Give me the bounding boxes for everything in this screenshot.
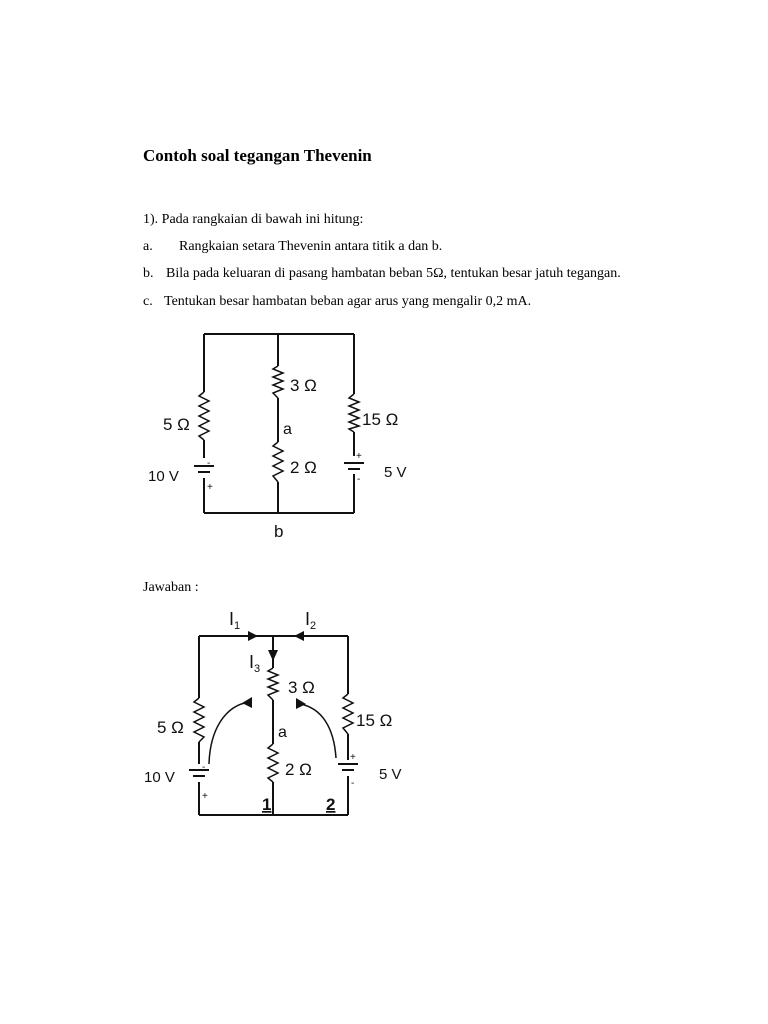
resistor-2ohm (268, 744, 278, 782)
label-r-right: 15 Ω (356, 711, 393, 730)
resistor-3ohm (268, 668, 278, 700)
answer-label: Jawaban : (143, 580, 199, 595)
loop-arrow-1 (209, 702, 250, 764)
page-title: Contoh soal tegangan Thevenin (143, 146, 372, 165)
label-r-mid-bottom: 2 Ω (285, 760, 312, 779)
label-r-right: 15 Ω (362, 410, 399, 429)
node-a-label: a (283, 421, 292, 438)
label-r-left: 5 Ω (157, 718, 184, 737)
label-v-left: 10 V (144, 769, 175, 786)
current-i2-label: $I_2$ (305, 609, 317, 632)
question-item-a-marker: a. (143, 239, 153, 254)
polarity-minus: - (207, 458, 211, 469)
question-item-c-text: Tentukan besar hambatan beban agar arus yang mengalir 0,2 mA. (164, 294, 532, 309)
polarity-plus: + (350, 752, 356, 763)
loop-2-label: 2 (326, 795, 336, 814)
label-v-right: 5 V (379, 766, 402, 783)
label-r-mid-top: 3 Ω (290, 376, 317, 395)
arrow-i2 (294, 631, 304, 641)
loop-arrow-1-head (242, 697, 252, 708)
arrow-i3 (268, 650, 278, 661)
label-r-left: 5 Ω (163, 415, 190, 434)
node-b-label: b (274, 522, 284, 541)
label-v-right: 5 V (384, 464, 407, 481)
resistor-15ohm (343, 694, 353, 734)
polarity-minus: - (351, 778, 355, 789)
polarity-plus: + (202, 791, 208, 802)
polarity-plus: + (207, 482, 213, 493)
label-v-left: 10 V (148, 468, 179, 485)
question-item-c-marker: c. (143, 294, 153, 309)
polarity-minus: - (202, 762, 206, 773)
question-item-a-text: Rangkaian setara Thevenin antara titik a dan b. (179, 239, 443, 254)
polarity-plus: + (356, 451, 362, 462)
loop-arrow-2 (300, 704, 336, 758)
battery-10v (189, 770, 209, 776)
question-item-b-marker: b. (143, 266, 154, 281)
node-a-label: a (278, 724, 287, 741)
battery-5v (338, 764, 358, 770)
label-r-mid-top: 3 Ω (288, 678, 315, 697)
circuit2-wires (199, 636, 348, 815)
question-item-b-text: Bila pada keluaran di pasang hambatan beban 5Ω, tentukan besar jatuh tegangan. (166, 266, 621, 281)
resistor-5ohm (194, 698, 204, 742)
label-r-mid-bottom: 2 Ω (290, 458, 317, 477)
polarity-minus: - (357, 474, 361, 485)
current-i3-label: $I_3$ (249, 652, 261, 675)
question-intro: 1). Pada rangkaian di bawah ini hitung: (143, 212, 364, 227)
arrow-i1 (248, 631, 258, 641)
loop-1-label: 1 (262, 795, 272, 814)
current-i1-label: $I_1$ (229, 609, 241, 632)
loop-arrow-2-head (296, 698, 306, 709)
